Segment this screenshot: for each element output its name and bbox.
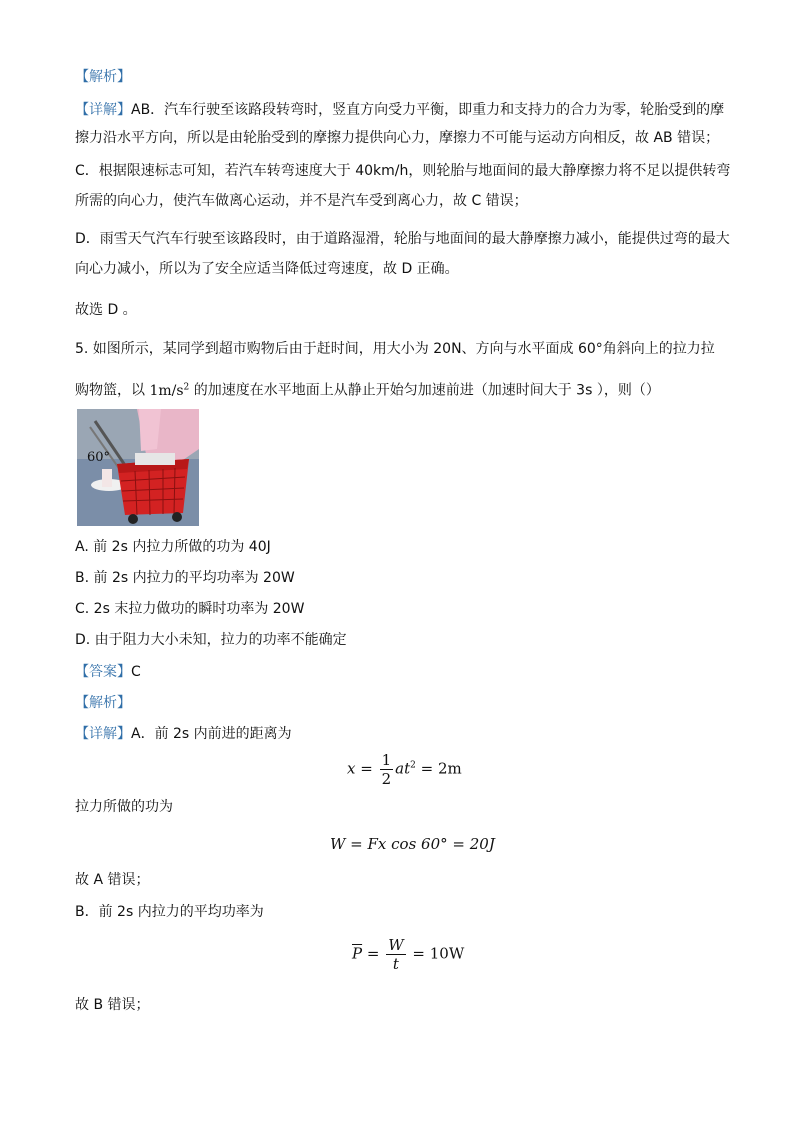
angle-label: 60° — [87, 450, 111, 465]
detail-a-text: A．前 2s 内前进的距离为 — [131, 726, 292, 742]
f1-eq: = — [355, 759, 378, 778]
detail-b-line: B．前 2s 内拉力的平均功率为 — [75, 904, 264, 920]
paragraph-d-line2: 向心力减小，所以为了安全应适当降低过弯速度，故 D 正确。 — [75, 261, 459, 277]
f1-lhs: x — [347, 759, 356, 778]
basket-illustration — [77, 409, 199, 526]
f1-rhs: = 2m — [415, 759, 462, 778]
detail-text: AB．汽车行驶至该路段转弯时，竖直方向受力平衡，即重力和支持力的合力为零，轮胎受到的摩 — [131, 102, 725, 118]
f3-fraction — [386, 936, 405, 973]
f1-num: 1 — [381, 751, 392, 769]
f1-at: at — [395, 759, 411, 778]
shopping-basket-photo — [77, 409, 199, 526]
accel-value — [149, 383, 189, 399]
option-b: B. 前 2s 内拉力的平均功率为 20W — [75, 570, 295, 586]
formula-power: $\overline{P}$ = $\frac{W}{t}$ = 10W — [352, 936, 465, 973]
answer-line — [75, 662, 141, 682]
detail-paragraph-ab — [75, 100, 724, 120]
question-5-line1: 5. 如图所示，某同学到超市购物后由于赶时间，用大小为 20N、方向与水平面成 60°角斜向上的拉力拉 — [75, 341, 715, 357]
detail-tag-2: 【详解】 — [75, 726, 131, 742]
formula-distance — [347, 751, 462, 788]
paragraph-c-line2: 所需的向心力，使汽车做离心运动，并不是汽车受到离心力，故 C 错误； — [75, 193, 528, 209]
q-text-b: 的加速度在水平地面上从静止开始匀加速前进（加速时间大于 3s ），则（） — [189, 382, 660, 399]
q-text-a: 购物篮，以 — [75, 382, 150, 399]
answer-tag: 【答案】 — [75, 664, 131, 680]
f3-lhs: $\overline{P}$ — [352, 944, 363, 963]
question-5-line2 — [75, 377, 660, 401]
paragraph-d-line1: D．雨雪天气汽车行驶至该路段时，由于道路湿滑，轮胎与地面间的最大静摩擦力减小，能提供过弯的最大 — [75, 231, 730, 247]
f1-exp: 2 — [410, 760, 416, 771]
accel-exp: 2 — [183, 382, 190, 392]
paragraph-ab-line2: 擦力沿水平方向，所以是由轮胎受到的摩擦力提供向心力，摩擦力不可能与运动方向相反，故 AB 错误； — [75, 130, 720, 146]
analysis-heading-2: 【解析】 — [75, 695, 131, 711]
f3-den: t — [392, 955, 399, 973]
analysis-heading: 【解析】 — [75, 69, 131, 85]
paragraph-c-line1: C．根据限速标志可知，若汽车转弯速度大于 40km/h，则轮胎与地面间的最大静摩擦力将不足以提供转弯 — [75, 163, 731, 179]
work-label: 拉力所做的功为 — [75, 799, 173, 815]
choose-d: 故选 D 。 — [75, 302, 137, 318]
detail-tag: 【详解】 — [75, 102, 131, 118]
f1-fraction — [380, 751, 394, 788]
b-wrong: 故 B 错误； — [75, 997, 150, 1013]
f3-rhs: = 10W — [407, 944, 465, 963]
option-c: C. 2s 末拉力做功的瞬时功率为 20W — [75, 601, 305, 617]
a-wrong: 故 A 错误； — [75, 872, 150, 888]
f1-den: 2 — [381, 770, 392, 788]
accel-base: 1m/s — [149, 382, 184, 399]
detail-a-line — [75, 724, 292, 744]
formula-work: W = Fx cos 60° = 20J — [330, 835, 495, 853]
option-a: A. 前 2s 内拉力所做的功为 40J — [75, 539, 271, 555]
option-d: D. 由于阻力大小未知，拉力的功率不能确定 — [75, 632, 347, 648]
answer-value: C — [131, 664, 141, 680]
f3-num: W — [388, 936, 404, 954]
